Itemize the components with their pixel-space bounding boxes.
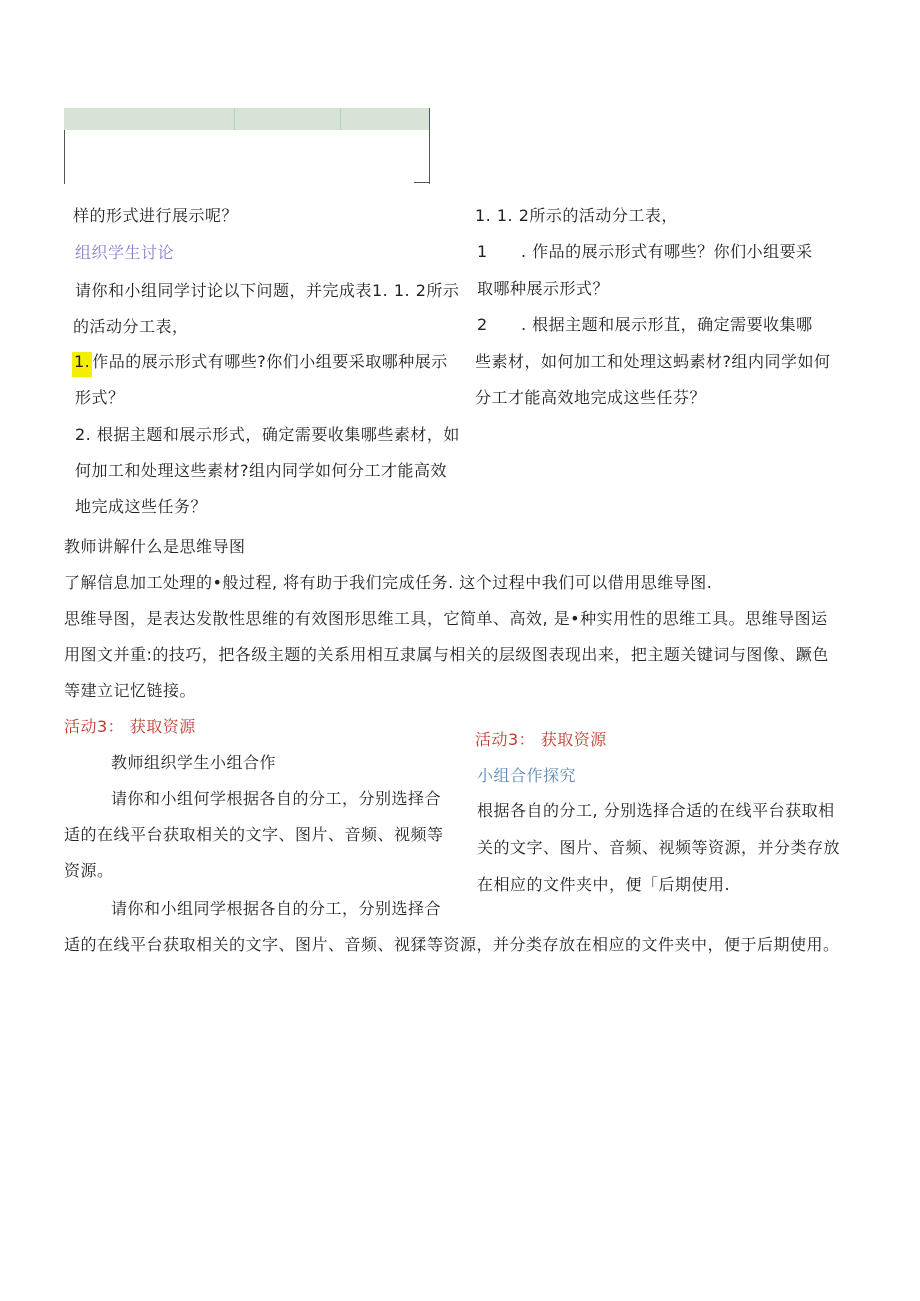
right-item-2a: . 根据主题和展示形苴，确定需要收集哪 <box>521 315 813 334</box>
right-activity-p-c: 在相应的文件夹中，便「后期使用. <box>477 875 731 894</box>
left-activity-p-a: 请你和小组何学根据各自的分工，分别选择合 <box>111 789 442 808</box>
right-subheading-group: 小组合作探究 <box>477 766 577 785</box>
left-item-2c: 地完成这些任务？ <box>75 497 208 516</box>
left-item-2a: 2. 根据主题和展示形式，确定需要收集哪些素材，如 <box>75 425 460 444</box>
left-item-1 <box>72 352 448 372</box>
left-item-1-number: 1. <box>72 352 92 377</box>
final-line: 适的在线平台获取相关的文字、图片、音频、视猱等资源，并分类存放在相应的文件夹中，便于后期使用。 <box>64 935 840 954</box>
left-paragraph-1b: 的活动分工表， <box>73 317 189 336</box>
left-activity-p-c: 资源。 <box>64 861 114 880</box>
right-item-1a: . 作品的展示形式有哪些？你们小组要采 <box>521 242 813 261</box>
paragraph-definition-a: 思维导图，是表达发散性思维的有效图形思维工具，它简单、高效, 是•种实用性的思维工具。思维导图运 <box>64 609 828 628</box>
right-item-2b: 些素材，如何加工和处理这蚂素材?组内同学如何 <box>475 352 831 371</box>
table-header-bar <box>64 108 430 130</box>
left-activity-p-b: 适的在线平台获取相关的文字、图片、音频、视频等 <box>64 825 444 844</box>
right-activity-p-b: 关的文字、图片、音频、视频等资源，并分类存放 <box>477 838 841 857</box>
table-border-right <box>429 108 430 184</box>
left-heading-discussion: 组织学生讨论 <box>75 243 175 262</box>
left-activity-3-heading: 活动3： 获取资源 <box>64 717 196 736</box>
paragraph-intro: 了解信息加工处理的•般过程, 将有助于我们完成任务. 这个过程中我们可以借用思维导图. <box>64 573 713 592</box>
right-activity-p-a: 根据各自的分工, 分别选择合适的在线平台获取相 <box>477 801 835 820</box>
right-item-2c: 分工才能高效地完成这些任芬？ <box>475 388 707 407</box>
right-activity-3-heading: 活动3： 获取资源 <box>475 730 607 749</box>
table-header-cell <box>234 108 341 130</box>
paragraph-definition-b: 用图文并重:的技巧，把各级主题的关系用相互隶属与相关的层级图表现出来，把主题关键词与图像、蹶色 <box>64 645 829 664</box>
left-line-1: 样的形式进行展示呢？ <box>73 206 239 225</box>
right-item-1-number: 1 <box>477 242 488 261</box>
table-border-left <box>64 130 65 184</box>
right-item-1b: 取哪种展示形式？ <box>477 279 610 298</box>
table-header-cell <box>64 108 235 130</box>
left-item-1-cont: 形式？ <box>75 388 125 407</box>
right-line-1: 1. 1. 2所示的活动分工表， <box>475 206 678 225</box>
table-border-bottom <box>414 182 430 183</box>
left-item-1-text: 作品的展示形式有哪些?你们小组要采取哪种展示 <box>92 352 448 371</box>
teacher-heading-mindmap: 教师讲解什么是思维导图 <box>64 537 246 556</box>
right-item-2-number: 2 <box>477 315 488 334</box>
paragraph-definition-c: 等建立记忆链接。 <box>64 681 197 700</box>
left-paragraph-1a: 请你和小组同学讨论以下问题，并完成表1. 1. 2所示 <box>75 281 460 300</box>
left-teacher-organize: 教师组织学生小组合作 <box>111 753 277 772</box>
left-item-2b: 何加工和处理这些素材?组内同学如何分工才能高效 <box>75 461 447 480</box>
left-activity-p2-a: 请你和小组同学根据各自的分工，分别选择合 <box>111 899 442 918</box>
